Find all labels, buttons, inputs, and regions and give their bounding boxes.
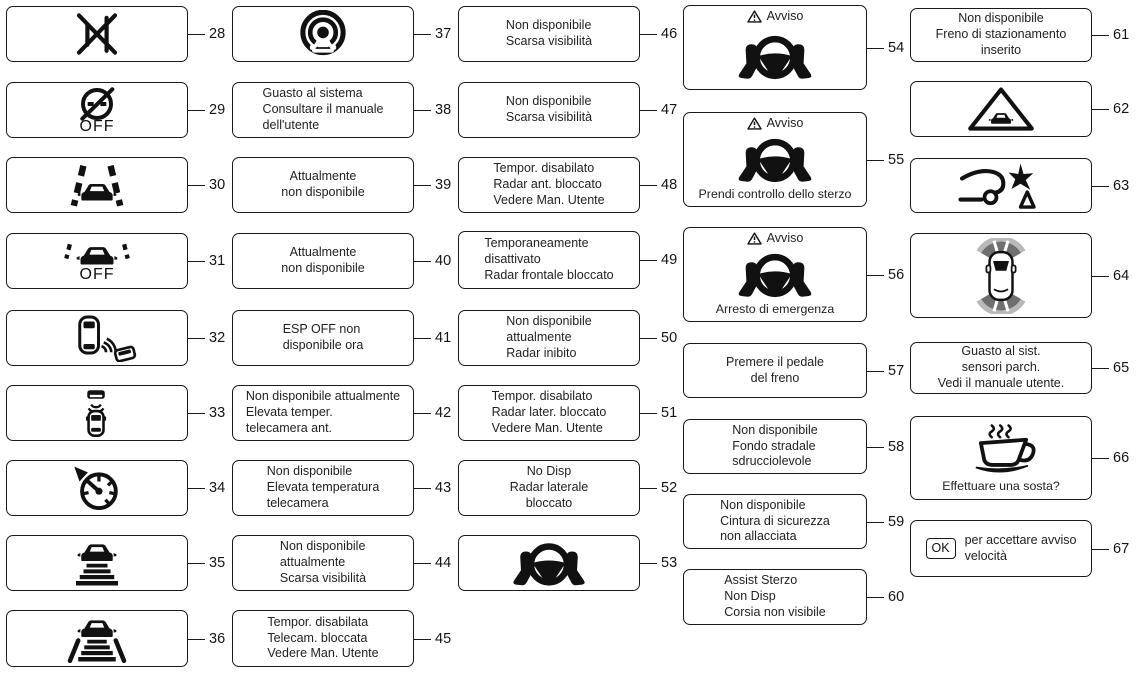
callout-item-54 — [683, 5, 905, 90]
callout-line — [867, 597, 884, 598]
message-line: Non Disp — [724, 589, 776, 604]
callout-item-40 — [232, 233, 452, 289]
message-box-38 — [232, 82, 414, 138]
message-line: del freno — [750, 370, 800, 385]
car-ahead-road-icon — [44, 539, 150, 587]
callout-item-65 — [910, 342, 1130, 394]
message-box-34 — [6, 460, 188, 516]
ref-number: 56 — [888, 266, 905, 283]
message-box-57 — [683, 343, 867, 398]
callout-line — [188, 639, 205, 640]
callout-line — [867, 522, 884, 523]
message-text — [493, 161, 604, 209]
message-line: Tempor. disabilato — [491, 389, 593, 404]
callout-line — [640, 563, 657, 564]
ref-number: 48 — [661, 177, 678, 193]
callout-line — [1092, 35, 1109, 36]
ref-number: 39 — [435, 177, 452, 193]
message-line: per accettare avviso — [964, 532, 1077, 547]
message-box-37 — [232, 6, 414, 62]
ref-number: 67 — [1113, 540, 1130, 557]
warning-triangle-icon — [747, 10, 762, 23]
message-text — [281, 245, 364, 277]
callout-line — [414, 185, 431, 186]
ref-number: 60 — [888, 589, 905, 605]
message-line: Elevata temper. — [245, 405, 333, 420]
message-box-54 — [683, 5, 867, 90]
message-box-28 — [6, 6, 188, 62]
message-line: Vedere Man. Utente — [493, 192, 605, 207]
ref-number: 61 — [1113, 27, 1130, 43]
esp-off-icon — [47, 86, 147, 122]
message-line: non disponibile — [281, 185, 365, 199]
message-line: Fondo stradale — [732, 438, 816, 453]
hands-on-steering-icon — [501, 540, 597, 586]
ref-number: 38 — [435, 102, 452, 118]
message-text — [263, 86, 384, 134]
message-box-50 — [458, 310, 640, 366]
message-line: Scarsa visibilità — [279, 570, 367, 585]
callout-line — [414, 639, 431, 640]
callout-item-52 — [458, 460, 678, 516]
message-box-42 — [232, 385, 414, 441]
message-line: Vedere Man. Utente — [267, 646, 379, 661]
message-text — [506, 314, 591, 362]
ref-number: 43 — [435, 480, 452, 496]
message-box-61 — [910, 8, 1092, 62]
message-line: Vedi il manuale utente. — [937, 375, 1065, 390]
callout-line — [1092, 109, 1109, 110]
message-line: non disponibile — [281, 261, 365, 275]
callout-line — [414, 261, 431, 262]
message-line: Tempor. disabilata — [267, 614, 369, 629]
message-line: disattivato — [484, 252, 541, 267]
message-box-67 — [910, 520, 1092, 577]
ref-number: 54 — [888, 39, 905, 56]
message-box-51 — [458, 385, 640, 441]
ref-number: 28 — [209, 26, 226, 42]
callout-item-42 — [232, 385, 452, 441]
callout-item-48 — [458, 157, 678, 213]
message-box-64 — [910, 233, 1092, 318]
callout-line — [640, 488, 657, 489]
message-line: Corsia non visibile — [724, 604, 826, 619]
ref-number: 33 — [209, 405, 226, 421]
message-box-58 — [683, 419, 867, 474]
ref-number: 63 — [1113, 177, 1130, 194]
icon-off-label: OFF — [79, 117, 115, 135]
message-box-60 — [683, 569, 867, 625]
message-text — [510, 464, 589, 512]
ref-number: 41 — [435, 330, 452, 346]
message-line: Non disponibile — [505, 18, 592, 33]
callout-line — [640, 338, 657, 339]
message-box-31 — [6, 233, 188, 289]
callout-item-31 — [6, 233, 226, 289]
message-line: Premere il pedale — [726, 354, 824, 369]
callout-item-44 — [232, 535, 452, 591]
callout-line — [640, 34, 657, 35]
ref-number: 59 — [888, 513, 905, 530]
message-box-47 — [458, 82, 640, 138]
message-caption: Effettuare una sosta? — [942, 479, 1060, 493]
message-box-32 — [6, 310, 188, 366]
message-line: Consultare il manuale — [262, 102, 384, 117]
ref-number: 64 — [1113, 267, 1130, 284]
message-line: Non disponibile — [958, 11, 1044, 26]
message-line: non allacciata — [720, 529, 797, 544]
message-text — [484, 236, 613, 284]
callout-item-29 — [6, 82, 226, 138]
message-box-66 — [910, 416, 1092, 500]
callout-line — [867, 275, 884, 276]
callout-line — [188, 34, 205, 35]
message-line: sensori parch. — [961, 360, 1041, 375]
message-text — [246, 389, 400, 437]
ref-number: 31 — [209, 253, 226, 269]
message-text — [720, 498, 830, 546]
ref-number: 57 — [888, 362, 905, 379]
message-line: Guasto al sistema — [262, 86, 363, 101]
warning-label: Avviso — [766, 231, 804, 245]
callout-item-33 — [6, 385, 226, 441]
message-box-56 — [683, 227, 867, 322]
message-box-41 — [232, 310, 414, 366]
message-line: Freno di stazionamento — [935, 27, 1067, 42]
message-line: Radar ant. bloccato — [493, 177, 602, 192]
speed-limiter-icon — [44, 464, 150, 512]
ref-number: 49 — [661, 252, 678, 268]
ref-number: 36 — [209, 630, 226, 647]
message-box-44 — [232, 535, 414, 591]
message-line: Assist Sterzo — [724, 573, 798, 588]
ref-number: 42 — [435, 405, 452, 421]
warning-label: Avviso — [766, 9, 804, 23]
callout-item-39 — [232, 157, 452, 213]
callout-line — [188, 185, 205, 186]
callout-line — [188, 261, 205, 262]
message-line: telecamera — [266, 495, 329, 510]
message-line: Guasto al sist. — [961, 344, 1041, 359]
callout-item-63 — [910, 158, 1130, 213]
message-box-52 — [458, 460, 640, 516]
warning-triangle-icon — [747, 117, 762, 130]
callout-line — [188, 110, 205, 111]
callout-item-61 — [910, 8, 1130, 62]
callout-item-38 — [232, 82, 452, 138]
callout-line — [414, 563, 431, 564]
ref-number: 40 — [435, 253, 452, 269]
callout-line — [188, 413, 205, 414]
message-text — [280, 539, 366, 587]
message-line: Scarsa visibilità — [505, 34, 593, 48]
message-text — [506, 18, 592, 50]
warning-triangle-icon — [747, 232, 762, 245]
message-line: Radar laterale — [509, 480, 589, 495]
sonar-rings-icon — [270, 10, 376, 58]
ref-number: 34 — [209, 480, 226, 496]
message-box-39 — [232, 157, 414, 213]
ref-number: 50 — [661, 330, 678, 346]
callout-line — [188, 488, 205, 489]
callout-item-43 — [232, 460, 452, 516]
callout-line — [640, 260, 657, 261]
callout-line — [414, 110, 431, 111]
message-box-49 — [458, 231, 640, 289]
ref-number: 46 — [661, 26, 678, 42]
callout-line — [414, 34, 431, 35]
callout-line — [867, 48, 884, 49]
warning-label: Avviso — [766, 116, 804, 130]
callout-line — [1092, 186, 1109, 187]
callout-line — [867, 160, 884, 161]
icon-off-label: OFF — [79, 265, 115, 283]
message-box-46 — [458, 6, 640, 62]
callout-item-46 — [458, 6, 678, 62]
ref-number: 35 — [209, 555, 226, 571]
callout-line — [414, 488, 431, 489]
message-line: ESP OFF non — [282, 322, 361, 337]
callout-line — [640, 185, 657, 186]
message-line: Non disponibile — [732, 422, 818, 437]
callout-item-53 — [458, 535, 678, 591]
lane-intervention-off-icon — [66, 10, 128, 58]
ref-number: 44 — [435, 555, 452, 571]
callout-item-37 — [232, 6, 452, 62]
callout-item-51 — [458, 385, 678, 441]
message-line: Attualmente — [289, 169, 357, 184]
message-box-65 — [910, 342, 1092, 394]
callout-line — [867, 371, 884, 372]
message-box-40 — [232, 233, 414, 289]
message-text — [267, 464, 380, 512]
accident-ahead-icon — [948, 162, 1054, 210]
message-line: telecamera ant. — [245, 420, 333, 435]
message-text — [726, 355, 824, 387]
ref-number: 45 — [435, 630, 452, 647]
lane-assist-off-icon — [47, 240, 147, 270]
message-line: Vedere Man. Utente — [491, 420, 603, 435]
callout-line — [188, 563, 205, 564]
callout-line — [1092, 276, 1109, 277]
callout-item-49 — [458, 231, 678, 289]
callout-item-64 — [910, 233, 1130, 318]
message-line: dell'utente — [262, 117, 320, 132]
car-road-lanes-icon — [44, 615, 150, 663]
callout-line — [867, 447, 884, 448]
message-box-48 — [458, 157, 640, 213]
callout-item-32 — [6, 310, 226, 366]
lane-departure-warning-icon — [44, 161, 150, 209]
ref-number: 51 — [661, 405, 678, 421]
callout-line — [188, 338, 205, 339]
ref-number: 58 — [888, 438, 905, 455]
callout-item-59 — [683, 494, 905, 549]
message-line: Temporaneamente — [484, 236, 589, 251]
message-line: inserito — [980, 42, 1022, 57]
callout-item-56 — [683, 227, 905, 322]
message-box-45 — [232, 610, 414, 667]
message-box-29 — [6, 82, 188, 138]
message-line: Non disponibile attualmente — [245, 389, 401, 404]
ref-number: 65 — [1113, 360, 1130, 376]
message-line: Non disponibile — [505, 94, 592, 109]
callout-item-34 — [6, 460, 226, 516]
callout-item-35 — [6, 535, 226, 591]
message-box-43 — [232, 460, 414, 516]
callout-line — [640, 110, 657, 111]
ref-number: 29 — [209, 102, 226, 118]
message-box-33 — [6, 385, 188, 441]
message-box-59 — [683, 494, 867, 549]
callout-item-60 — [683, 569, 905, 625]
ref-number: 52 — [661, 480, 678, 496]
callout-line — [1092, 368, 1109, 369]
collision-warning-icon — [948, 85, 1054, 133]
callout-line — [1092, 458, 1109, 459]
callout-item-36 — [6, 610, 226, 667]
ref-number: 32 — [209, 330, 226, 346]
message-text — [281, 169, 364, 201]
message-box-36 — [6, 610, 188, 667]
message-line: velocità — [964, 548, 1007, 563]
message-text — [283, 322, 364, 354]
message-line: Non disponibile — [506, 314, 592, 329]
message-line: Non disponibile — [720, 497, 806, 512]
message-line: bloccato — [525, 495, 573, 510]
message-line: attualmente — [506, 330, 572, 345]
callout-line — [414, 413, 431, 414]
message-box-63 — [910, 158, 1092, 213]
message-box-53 — [458, 535, 640, 591]
message-text — [732, 423, 817, 471]
ok-note-row — [916, 533, 1087, 565]
ref-number: 55 — [888, 151, 905, 168]
hands-on-steering-icon — [731, 245, 819, 302]
message-line: Radar later. bloccato — [491, 405, 607, 420]
message-text — [267, 615, 378, 663]
ref-number: 66 — [1113, 450, 1130, 466]
message-line: No Disp — [526, 464, 572, 479]
message-line: Tempor. disabilato — [493, 161, 595, 176]
callout-item-57 — [683, 343, 905, 398]
message-caption: Arresto di emergenza — [715, 302, 835, 316]
message-line: Radar inibito — [506, 345, 577, 360]
message-line: Attualmente — [289, 245, 357, 260]
message-text — [965, 533, 1077, 565]
callout-item-30 — [6, 157, 226, 213]
message-box-55 — [683, 112, 867, 207]
message-line: Non disponibile — [266, 464, 353, 479]
callout-line — [1092, 549, 1109, 550]
warning-header — [747, 9, 804, 23]
callout-line — [414, 338, 431, 339]
ref-number: 47 — [661, 102, 678, 118]
message-box-62 — [910, 81, 1092, 137]
message-line: Scarsa visibilità — [505, 110, 593, 124]
message-text — [724, 573, 825, 621]
callout-item-28 — [6, 6, 226, 62]
hands-on-steering-icon — [731, 130, 819, 187]
callout-item-50 — [458, 310, 678, 366]
message-text — [506, 94, 592, 126]
callout-item-62 — [910, 81, 1130, 137]
message-box-30 — [6, 157, 188, 213]
message-line: Telecam. bloccata — [267, 630, 368, 645]
message-line: Cintura di sicurezza — [720, 513, 830, 528]
callout-item-58 — [683, 419, 905, 474]
ref-number: 37 — [435, 26, 452, 42]
message-text — [492, 389, 607, 437]
callout-item-41 — [232, 310, 452, 366]
message-caption: Prendi controllo dello sterzo — [698, 187, 852, 201]
message-line: Non disponibile — [279, 539, 366, 554]
message-line: attualmente — [279, 555, 346, 570]
parking-sensors-icon — [947, 238, 1055, 314]
message-line: Radar frontale bloccato — [484, 267, 614, 282]
message-line: Elevata temperatura — [266, 480, 380, 495]
callout-item-45 — [232, 610, 452, 667]
callout-item-55 — [683, 112, 905, 207]
hands-on-steering-icon — [731, 23, 819, 89]
message-line: sdrucciolevole — [732, 454, 812, 469]
ref-number: 53 — [661, 555, 678, 571]
callout-line — [640, 413, 657, 414]
message-text — [938, 344, 1064, 392]
ref-number: 62 — [1113, 101, 1130, 117]
callout-item-66 — [910, 416, 1130, 500]
message-box-35 — [6, 535, 188, 591]
coffee-break-icon — [947, 423, 1055, 475]
blind-spot-warning-icon — [44, 314, 150, 362]
warning-header — [747, 231, 804, 245]
callout-item-47 — [458, 82, 678, 138]
rear-cross-traffic-icon — [44, 389, 150, 437]
callout-item-67 — [910, 520, 1130, 577]
message-line: disponibile ora — [282, 338, 364, 352]
message-text — [936, 11, 1067, 59]
warning-header — [747, 116, 804, 130]
ref-number: 30 — [209, 177, 226, 193]
ok-key: OK — [926, 538, 956, 559]
